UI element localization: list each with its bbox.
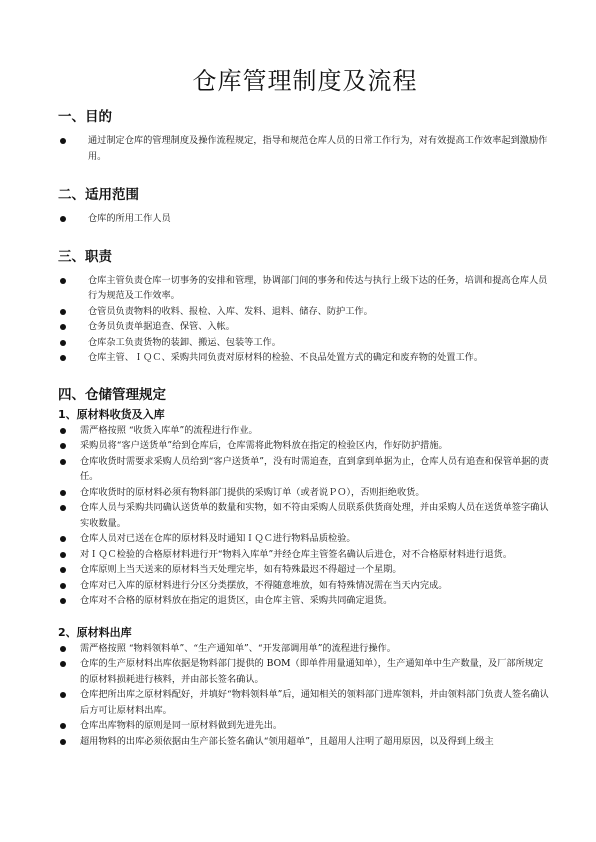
- purpose-list: [58, 133, 552, 164]
- section-heading-scope: 二、适用范围: [58, 187, 139, 203]
- bullet-icon: [60, 692, 66, 698]
- bullet-icon: [60, 536, 66, 542]
- bullet-icon: [60, 567, 66, 573]
- section-heading-purpose: 一、目的: [58, 109, 112, 125]
- bullet-icon: [60, 583, 66, 589]
- list-item: 仓库把所出库之原材料配好，并填好“物料领料单”后，通知相关的领料部门进库领料，并由领料部门负责人签名确认后方可让原材料出库。: [58, 687, 552, 718]
- list-item: 仓库人员与采购共同确认送货单的数量和实物，如不符由采购人员联系供货商处理，并由采购人员在送货单签字确认实收数量。: [58, 500, 552, 531]
- bullet-icon: [60, 278, 66, 284]
- list-item: 通过制定仓库的管理制度及操作流程规定，指导和规范仓库人员的日常工作行为，对有效提高工作效率起到激励作用。: [58, 133, 552, 164]
- list-item: 仓库人员对已送在仓库的原材料及时通知ＩＱＣ进行物料品质检验。: [58, 531, 552, 547]
- issuing-list: [58, 641, 552, 750]
- bullet-icon: [60, 552, 66, 558]
- bullet-icon: [60, 459, 66, 465]
- bullet-icon: [60, 646, 66, 652]
- bullet-icon: [60, 309, 66, 315]
- bullet-icon: [60, 598, 66, 604]
- scope-list: [58, 211, 552, 227]
- section-heading-duties: 三、职责: [58, 248, 112, 265]
- bullet-icon: [60, 340, 66, 346]
- list-item: 采购员将“客户送货单”给到仓库后，仓库需将此物料放在指定的检验区内，作好防护措施。: [58, 438, 552, 454]
- bullet-icon: [60, 739, 66, 745]
- bullet-icon: [60, 138, 66, 144]
- list-item: 仓库对不合格的原材料放在指定的退货区，由仓库主管、采购共同确定退货。: [58, 593, 552, 609]
- list-item: 仓库收货时的原材料必须有物料部门提供的采购订单（或者说ＰＯ），否则拒绝收货。: [58, 485, 552, 501]
- list-item: 仓管员负责物料的收料、报检、入库、发料、退料、储存、防护工作。: [58, 304, 552, 320]
- list-item: 仓库主管、ＩＱＣ、采购共同负责对原材料的检验、不良品处置方式的确定和废弃物的处置工作。: [58, 350, 552, 366]
- page-title: 仓库管理制度及流程: [192, 67, 418, 95]
- bullet-icon: [60, 428, 66, 434]
- subsection-heading-receiving: 1、原材料收货及入库: [58, 407, 165, 421]
- list-item: 仓库的生产原材料出库依据是物料部门提供的 BOM（即单件用量通知单），生产通知单中生产数量，及厂部所规定的原材料损耗进行核料，并由部长签名确认。: [58, 656, 552, 687]
- receiving-list: [58, 423, 552, 609]
- bullet-icon: [60, 216, 66, 222]
- bullet-icon: [60, 490, 66, 496]
- bullet-icon: [60, 443, 66, 449]
- list-item: 仓库主管负责仓库一切事务的安排和管理，协调部门间的事务和传达与执行上级下达的任务，培训和提高仓库人员行为规范及工作效率。: [58, 273, 552, 304]
- list-item: 超用物料的出库必须依据由生产部长签名确认“领用超单”，且超用人注明了超用原因，以及得到上级主: [58, 734, 552, 750]
- list-item: 仓库收货时需要求采购人员给到“客户送货单”，没有时需追查，直到拿到单据为止，仓库人员有追查和保管单据的责任。: [58, 454, 552, 485]
- section-heading-storage-rules: 四、仓储管理规定: [58, 386, 166, 403]
- bullet-icon: [60, 661, 66, 667]
- bullet-icon: [60, 355, 66, 361]
- list-item: 对ＩＱＣ检验的合格原材料进行开“物料入库单”并经仓库主管签名确认后进仓，对不合格原材料进行退货。: [58, 547, 552, 563]
- subsection-heading-issuing: 2、原材料出库: [58, 625, 132, 639]
- list-item: 仓库出库物料的原则是同一原材料做到先进先出。: [58, 718, 552, 734]
- list-item: 仓库的所用工作人员: [58, 211, 552, 227]
- list-item: 需严格按照 “物料领料单”、“生产通知单”、“开发部调用单”的流程进行操作。: [58, 641, 552, 657]
- list-item: 仓务员负责单据追查、保管、入帐。: [58, 319, 552, 335]
- duties-list: [58, 273, 552, 366]
- list-item: 仓库对已入库的原材料进行分区分类摆放，不得随意堆放，如有特殊情况需在当天内完成。: [58, 578, 552, 594]
- bullet-icon: [60, 324, 66, 330]
- list-item: 仓库杂工负责货物的装卸、搬运、包装等工作。: [58, 335, 552, 351]
- bullet-icon: [60, 505, 66, 511]
- bullet-icon: [60, 723, 66, 729]
- list-item: 仓库原则上当天送来的原材料当天处理完毕，如有特殊最迟不得超过一个星期。: [58, 562, 552, 578]
- list-item: 需严格按照 “收货入库单”的流程进行作业。: [58, 423, 552, 439]
